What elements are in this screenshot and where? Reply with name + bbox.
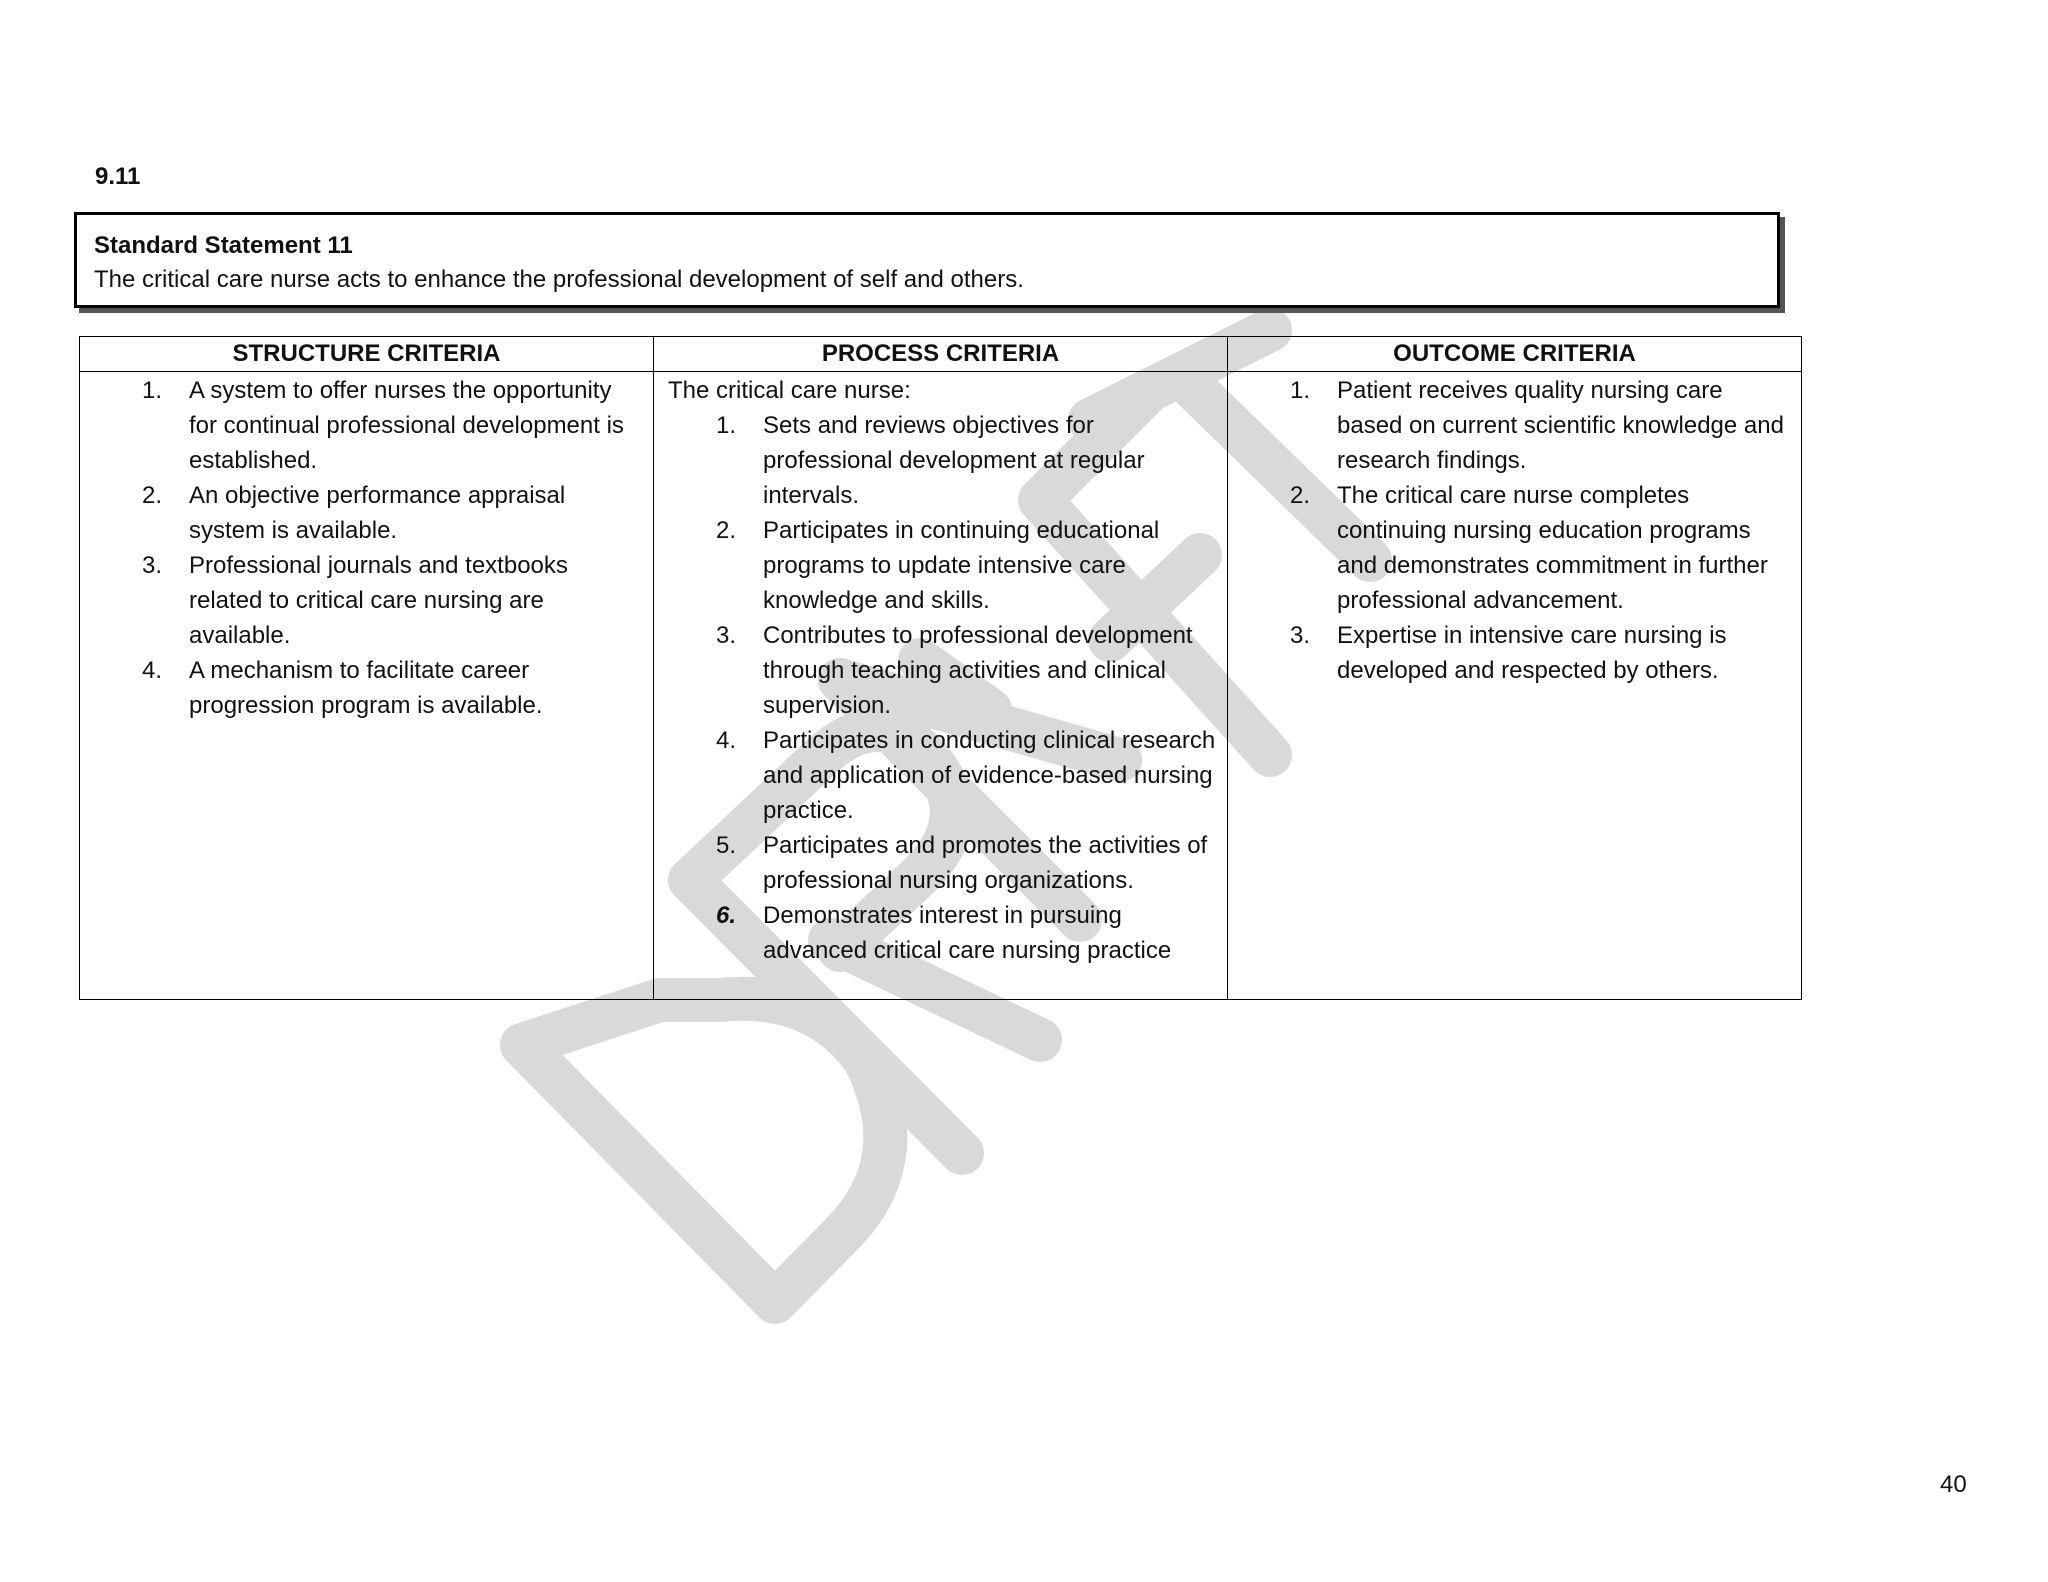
structure-criteria-list [94,373,643,723]
list-item [716,408,1217,513]
list-item [142,653,643,723]
item-number: 1. [142,377,163,404]
list-item [716,828,1217,898]
item-text: Participates in continuing educational programs to update intensive care knowledge and skills. [763,517,1160,614]
process-criteria-list [668,408,1217,968]
statement-text: The critical care nurse acts to enhance the professional development of self and others. [94,266,1024,293]
criteria-table [79,336,1802,1000]
item-text: Professional journals and textbooks related to critical care nursing are available. [189,552,568,649]
page-number: 40 [1940,1471,1967,1498]
item-number: 5. [716,832,737,859]
item-number: 2. [1290,482,1311,509]
list-item [716,723,1217,828]
item-text: The critical care nurse completes continuing nursing education programs and demonstrates commitment in further professional advancement. [1337,482,1768,614]
item-number: 4. [142,657,163,684]
list-item [1290,478,1791,618]
list-item [1290,373,1791,478]
item-number: 2. [142,482,163,509]
list-item [142,548,643,653]
outcome-criteria-header: OUTCOME CRITERIA [1228,337,1802,372]
table-header-row [80,337,1802,372]
list-item [716,513,1217,618]
item-number: 2. [716,517,737,544]
item-text: Expertise in intensive care nursing is developed and respected by others. [1337,622,1727,684]
item-number: 6. [716,902,737,929]
process-criteria-cell [654,372,1228,1000]
process-intro: The critical care nurse: [668,377,911,404]
item-text: Sets and reviews objectives for professional development at regular intervals. [763,412,1145,509]
process-criteria-header: PROCESS CRITERIA [654,337,1228,372]
table-row [80,372,1802,1000]
list-item [142,478,643,548]
item-number: 3. [1290,622,1311,649]
item-text: Demonstrates interest in pursuing advanced critical care nursing practice [763,902,1172,964]
item-text: An objective performance appraisal system is available. [189,482,566,544]
item-text: Patient receives quality nursing care based on current scientific knowledge and research findings. [1337,377,1784,474]
item-number: 1. [1290,377,1311,404]
outcome-criteria-cell [1228,372,1802,1000]
item-text: A mechanism to facilitate career progression program is available. [189,657,543,719]
section-number: 9.11 [95,163,141,190]
list-item [142,373,643,478]
list-item [1290,618,1791,688]
item-number: 4. [716,727,737,754]
item-text: A system to offer nurses the opportunity for continual professional development is established. [189,377,624,474]
list-item [716,898,1217,968]
standard-statement-box [74,212,1780,308]
item-number: 1. [716,412,737,439]
outcome-criteria-list [1242,373,1791,688]
item-text: Participates and promotes the activities of professional nursing organizations. [763,832,1208,894]
item-number: 3. [716,622,737,649]
item-text: Contributes to professional development through teaching activities and clinical supervision. [763,622,1193,719]
item-number: 3. [142,552,163,579]
structure-criteria-header: STRUCTURE CRITERIA [80,337,654,372]
list-item [716,618,1217,723]
structure-criteria-cell [80,372,654,1000]
statement-title: Standard Statement 11 [94,232,353,259]
item-text: Participates in conducting clinical research and application of evidence-based nursing practice. [763,727,1216,824]
